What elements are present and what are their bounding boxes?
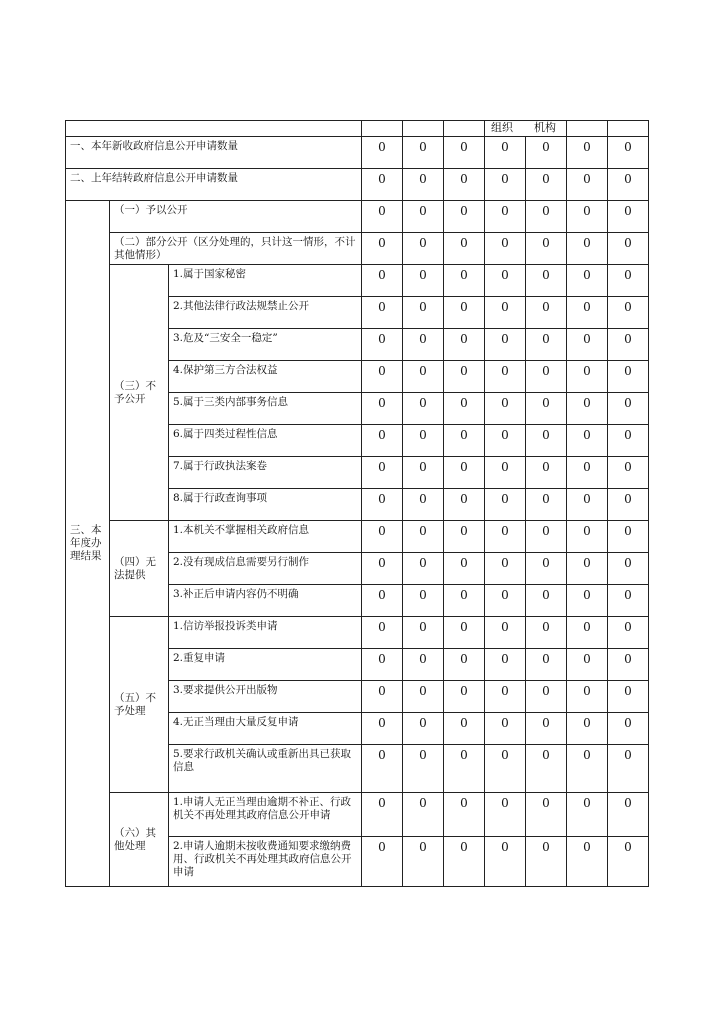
value-cell: 0 xyxy=(403,169,444,201)
item-label: 7.属于行政执法案卷 xyxy=(169,457,362,489)
item-label: 6.属于四类过程性信息 xyxy=(169,425,362,457)
value-cell: 0 xyxy=(526,837,567,887)
value-cell: 0 xyxy=(608,837,649,887)
value-cell: 0 xyxy=(567,617,608,649)
value-cell: 0 xyxy=(608,457,649,489)
value-cell: 0 xyxy=(567,793,608,837)
value-cell: 0 xyxy=(362,793,403,837)
value-cell: 0 xyxy=(567,265,608,297)
value-cell: 0 xyxy=(444,201,485,233)
value-cell: 0 xyxy=(485,233,526,265)
value-cell: 0 xyxy=(526,713,567,745)
value-cell: 0 xyxy=(362,649,403,681)
item-label: 4.保护第三方合法权益 xyxy=(169,361,362,393)
value-cell: 0 xyxy=(444,457,485,489)
value-cell: 0 xyxy=(526,489,567,521)
value-cell: 0 xyxy=(608,329,649,361)
value-cell: 0 xyxy=(362,521,403,553)
group-label: （二）部分公开（区分处理的，只计这一情形，不计其他情形） xyxy=(110,233,362,265)
value-cell: 0 xyxy=(444,713,485,745)
header-blank-cell xyxy=(66,121,362,137)
table-row xyxy=(66,169,649,201)
value-cell: 0 xyxy=(567,297,608,329)
value-cell: 0 xyxy=(567,169,608,201)
value-cell: 0 xyxy=(526,585,567,617)
value-cell: 0 xyxy=(362,681,403,713)
value-cell: 0 xyxy=(403,489,444,521)
value-cell: 0 xyxy=(444,793,485,837)
item-label: 2.没有现成信息需要另行制作 xyxy=(169,553,362,585)
value-cell: 0 xyxy=(485,837,526,887)
value-cell: 0 xyxy=(362,361,403,393)
value-cell: 0 xyxy=(608,137,649,169)
value-cell: 0 xyxy=(403,521,444,553)
value-cell: 0 xyxy=(526,393,567,425)
item-label: 1.信访举报投诉类申请 xyxy=(169,617,362,649)
header-row xyxy=(66,121,649,137)
item-label: 3.要求提供公开出版物 xyxy=(169,681,362,713)
value-cell: 0 xyxy=(444,361,485,393)
value-cell: 0 xyxy=(485,793,526,837)
value-cell: 0 xyxy=(403,553,444,585)
item-label: 1.属于国家秘密 xyxy=(169,265,362,297)
value-cell: 0 xyxy=(444,233,485,265)
value-cell: 0 xyxy=(444,745,485,793)
value-cell: 0 xyxy=(485,489,526,521)
value-cell: 0 xyxy=(444,553,485,585)
item-label: 5.要求行政机关确认或重新出具已获取信息 xyxy=(169,745,362,793)
value-cell: 0 xyxy=(444,169,485,201)
table-row xyxy=(66,793,649,837)
value-cell: 0 xyxy=(362,201,403,233)
value-cell: 0 xyxy=(444,521,485,553)
value-cell: 0 xyxy=(485,265,526,297)
value-cell: 0 xyxy=(526,649,567,681)
value-cell: 0 xyxy=(362,297,403,329)
value-cell: 0 xyxy=(444,137,485,169)
value-cell: 0 xyxy=(567,585,608,617)
value-cell: 0 xyxy=(403,233,444,265)
value-cell: 0 xyxy=(403,297,444,329)
header-label-jigou: 机构 xyxy=(533,121,556,134)
value-cell: 0 xyxy=(567,393,608,425)
table-row xyxy=(66,521,649,553)
table-row xyxy=(66,137,649,169)
value-cell: 0 xyxy=(567,233,608,265)
value-cell: 0 xyxy=(567,201,608,233)
value-cell: 0 xyxy=(362,745,403,793)
value-cell: 0 xyxy=(485,137,526,169)
value-cell: 0 xyxy=(608,489,649,521)
value-cell: 0 xyxy=(608,745,649,793)
value-cell: 0 xyxy=(608,521,649,553)
value-cell: 0 xyxy=(403,681,444,713)
value-cell: 0 xyxy=(567,361,608,393)
value-cell: 0 xyxy=(526,457,567,489)
item-label: 2.申请人逾期未按收费通知要求缴纳费用、行政机关不再处理其政府信息公开申请 xyxy=(169,837,362,887)
value-cell: 0 xyxy=(485,553,526,585)
value-cell: 0 xyxy=(485,393,526,425)
header-cell-organization xyxy=(485,121,567,137)
row-label: 二、上年结转政府信息公开申请数量 xyxy=(66,169,362,201)
value-cell: 0 xyxy=(362,137,403,169)
value-cell: 0 xyxy=(526,681,567,713)
value-cell: 0 xyxy=(608,297,649,329)
value-cell: 0 xyxy=(608,201,649,233)
report-table xyxy=(65,120,649,887)
value-cell: 0 xyxy=(567,521,608,553)
value-cell: 0 xyxy=(485,681,526,713)
value-cell: 0 xyxy=(444,393,485,425)
value-cell: 0 xyxy=(485,361,526,393)
value-cell: 0 xyxy=(526,329,567,361)
value-cell: 0 xyxy=(403,265,444,297)
item-label: 3.危及“三安全一稳定” xyxy=(169,329,362,361)
value-cell: 0 xyxy=(444,425,485,457)
item-label: 1.申请人无正当理由逾期不补正、行政机关不再处理其政府信息公开申请 xyxy=(169,793,362,837)
value-cell: 0 xyxy=(485,585,526,617)
value-cell: 0 xyxy=(403,793,444,837)
row-label: 一、本年新收政府信息公开申请数量 xyxy=(66,137,362,169)
group-label: （五）不予处理 xyxy=(110,617,169,793)
value-cell: 0 xyxy=(485,617,526,649)
value-cell: 0 xyxy=(526,233,567,265)
value-cell: 0 xyxy=(608,793,649,837)
value-cell: 0 xyxy=(567,457,608,489)
value-cell: 0 xyxy=(444,681,485,713)
table-row xyxy=(66,617,649,649)
header-cell xyxy=(403,121,444,137)
item-label: 5.属于三类内部事务信息 xyxy=(169,393,362,425)
value-cell: 0 xyxy=(362,265,403,297)
group-label: （一）予以公开 xyxy=(110,201,362,233)
value-cell: 0 xyxy=(526,361,567,393)
value-cell: 0 xyxy=(403,457,444,489)
value-cell: 0 xyxy=(362,837,403,887)
value-cell: 0 xyxy=(485,169,526,201)
value-cell: 0 xyxy=(444,329,485,361)
value-cell: 0 xyxy=(362,489,403,521)
item-label: 1.本机关不掌握相关政府信息 xyxy=(169,521,362,553)
value-cell: 0 xyxy=(362,393,403,425)
value-cell: 0 xyxy=(608,617,649,649)
value-cell: 0 xyxy=(485,329,526,361)
value-cell: 0 xyxy=(403,617,444,649)
value-cell: 0 xyxy=(403,585,444,617)
value-cell: 0 xyxy=(567,489,608,521)
value-cell: 0 xyxy=(403,137,444,169)
item-label: 2.重复申请 xyxy=(169,649,362,681)
value-cell: 0 xyxy=(567,713,608,745)
value-cell: 0 xyxy=(403,713,444,745)
header-cell xyxy=(567,121,608,137)
value-cell: 0 xyxy=(608,681,649,713)
value-cell: 0 xyxy=(403,837,444,887)
value-cell: 0 xyxy=(526,169,567,201)
value-cell: 0 xyxy=(444,585,485,617)
value-cell: 0 xyxy=(362,233,403,265)
value-cell: 0 xyxy=(444,617,485,649)
value-cell: 0 xyxy=(567,425,608,457)
group-label: （三）不予公开 xyxy=(110,265,169,521)
value-cell: 0 xyxy=(567,553,608,585)
item-label: 8.属于行政查询事项 xyxy=(169,489,362,521)
value-cell: 0 xyxy=(567,681,608,713)
value-cell: 0 xyxy=(362,713,403,745)
value-cell: 0 xyxy=(608,553,649,585)
value-cell: 0 xyxy=(526,201,567,233)
value-cell: 0 xyxy=(526,137,567,169)
value-cell: 0 xyxy=(485,745,526,793)
value-cell: 0 xyxy=(526,745,567,793)
value-cell: 0 xyxy=(608,585,649,617)
value-cell: 0 xyxy=(526,265,567,297)
value-cell: 0 xyxy=(362,553,403,585)
value-cell: 0 xyxy=(567,137,608,169)
value-cell: 0 xyxy=(362,329,403,361)
header-cell xyxy=(362,121,403,137)
value-cell: 0 xyxy=(526,425,567,457)
value-cell: 0 xyxy=(608,233,649,265)
value-cell: 0 xyxy=(526,553,567,585)
header-cell xyxy=(444,121,485,137)
value-cell: 0 xyxy=(485,713,526,745)
value-cell: 0 xyxy=(526,617,567,649)
value-cell: 0 xyxy=(485,457,526,489)
value-cell: 0 xyxy=(608,265,649,297)
group-label: （六）其他处理 xyxy=(110,793,169,887)
value-cell: 0 xyxy=(526,793,567,837)
table-row xyxy=(66,265,649,297)
value-cell: 0 xyxy=(608,713,649,745)
value-cell: 0 xyxy=(567,745,608,793)
value-cell: 0 xyxy=(403,361,444,393)
value-cell: 0 xyxy=(567,649,608,681)
table-row xyxy=(66,233,649,265)
value-cell: 0 xyxy=(485,425,526,457)
item-label: 3.补正后申请内容仍不明确 xyxy=(169,585,362,617)
value-cell: 0 xyxy=(567,329,608,361)
item-label: 4.无正当理由大量反复申请 xyxy=(169,713,362,745)
value-cell: 0 xyxy=(403,745,444,793)
section-label: 三、本年度办理结果 xyxy=(66,201,110,887)
value-cell: 0 xyxy=(444,837,485,887)
value-cell: 0 xyxy=(608,425,649,457)
value-cell: 0 xyxy=(362,169,403,201)
table-body xyxy=(66,121,649,887)
value-cell: 0 xyxy=(485,649,526,681)
value-cell: 0 xyxy=(444,297,485,329)
value-cell: 0 xyxy=(608,649,649,681)
value-cell: 0 xyxy=(485,201,526,233)
value-cell: 0 xyxy=(526,297,567,329)
value-cell: 0 xyxy=(526,521,567,553)
value-cell: 0 xyxy=(403,201,444,233)
value-cell: 0 xyxy=(403,425,444,457)
value-cell: 0 xyxy=(362,457,403,489)
value-cell: 0 xyxy=(403,649,444,681)
value-cell: 0 xyxy=(608,393,649,425)
header-label-zuzhi: 组织 xyxy=(491,121,513,134)
value-cell: 0 xyxy=(485,521,526,553)
value-cell: 0 xyxy=(362,585,403,617)
value-cell: 0 xyxy=(362,425,403,457)
table-row xyxy=(66,201,649,233)
value-cell: 0 xyxy=(362,617,403,649)
value-cell: 0 xyxy=(403,393,444,425)
value-cell: 0 xyxy=(444,649,485,681)
value-cell: 0 xyxy=(567,837,608,887)
value-cell: 0 xyxy=(444,265,485,297)
item-label: 2.其他法律行政法规禁止公开 xyxy=(169,297,362,329)
value-cell: 0 xyxy=(608,361,649,393)
group-label: （四）无法提供 xyxy=(110,521,169,617)
value-cell: 0 xyxy=(444,489,485,521)
value-cell: 0 xyxy=(608,169,649,201)
value-cell: 0 xyxy=(403,329,444,361)
value-cell: 0 xyxy=(485,297,526,329)
header-cell xyxy=(608,121,649,137)
